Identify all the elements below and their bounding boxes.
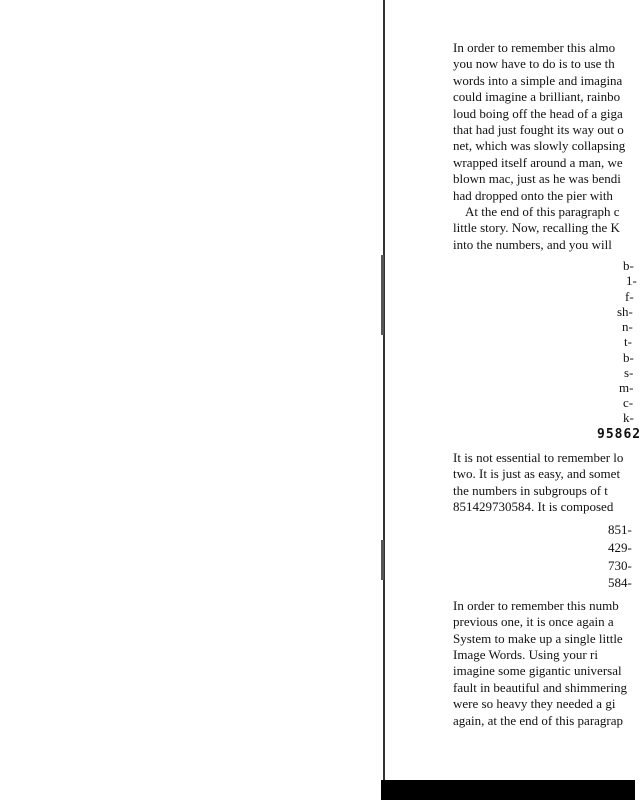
code-item: c- <box>623 395 634 411</box>
text-line: into the numbers, and you will <box>453 236 612 252</box>
text-line: again, at the end of this paragrap <box>453 712 624 728</box>
text-line: blown mac, just as he was bendi <box>453 171 621 187</box>
code-item: sh- <box>617 303 633 319</box>
text-line: little story. Now, recalling the K <box>453 220 620 236</box>
number-group: 730- <box>608 557 632 573</box>
book-spine <box>383 0 385 780</box>
code-list <box>453 258 641 442</box>
text-line: System to make up a single little <box>453 630 623 646</box>
number-group: 584- <box>608 575 632 591</box>
text-line: had dropped onto the pier with <box>453 187 613 203</box>
text-line: words into a simple and imagina <box>453 72 623 88</box>
scan-edge-bar <box>381 780 635 800</box>
number-groups <box>453 521 635 591</box>
paragraph-4 <box>453 598 635 729</box>
code-item: k- <box>623 410 634 426</box>
page-text-column <box>453 40 641 780</box>
code-item: f- <box>625 288 634 304</box>
text-line: In order to remember this almo <box>453 40 616 55</box>
text-line: two. It is just as easy, and somet <box>453 466 621 482</box>
text-line: loud boing off the head of a giga <box>453 105 623 121</box>
text-line: wrapped itself around a man, we <box>453 154 623 170</box>
text-line: In order to remember this numb <box>453 597 619 613</box>
text-line: fault in beautiful and shimmering <box>453 679 628 695</box>
code-item: 1- <box>626 273 637 289</box>
text-line: imagine some gigantic universal <box>453 663 622 679</box>
text-line: you now have to do is to use th <box>453 56 615 72</box>
text-line: previous one, it is once again a <box>453 614 614 630</box>
text-line: Image Words. Using your ri <box>453 646 598 662</box>
code-item: b- <box>623 258 634 274</box>
code-item: m- <box>619 379 634 395</box>
text-line: were so heavy they needed a gi <box>453 696 616 712</box>
text-line: 851429730584. It is composed <box>453 498 614 514</box>
text-line: that had just fought its way out o <box>453 122 624 138</box>
paragraph-2 <box>453 204 635 253</box>
code-item: t- <box>624 334 632 350</box>
code-item: n- <box>622 319 633 335</box>
text-line: net, which was slowly collapsing <box>453 138 626 154</box>
spine-mark <box>381 255 384 335</box>
number-group: 851- <box>608 522 632 538</box>
number-group: 429- <box>608 539 632 555</box>
code-item: b- <box>623 349 634 365</box>
code-item: s- <box>624 364 634 380</box>
text-line: could imagine a brilliant, rainbo <box>453 89 621 105</box>
text-line: It is not essential to remember lo <box>453 449 624 465</box>
paragraph-1 <box>453 40 635 204</box>
long-number: 95862 <box>597 426 641 442</box>
spine-mark <box>381 540 384 580</box>
text-line: the numbers in subgroups of t <box>453 482 608 498</box>
paragraph-3 <box>453 450 635 516</box>
text-line: At the end of this paragraph c <box>465 204 620 220</box>
